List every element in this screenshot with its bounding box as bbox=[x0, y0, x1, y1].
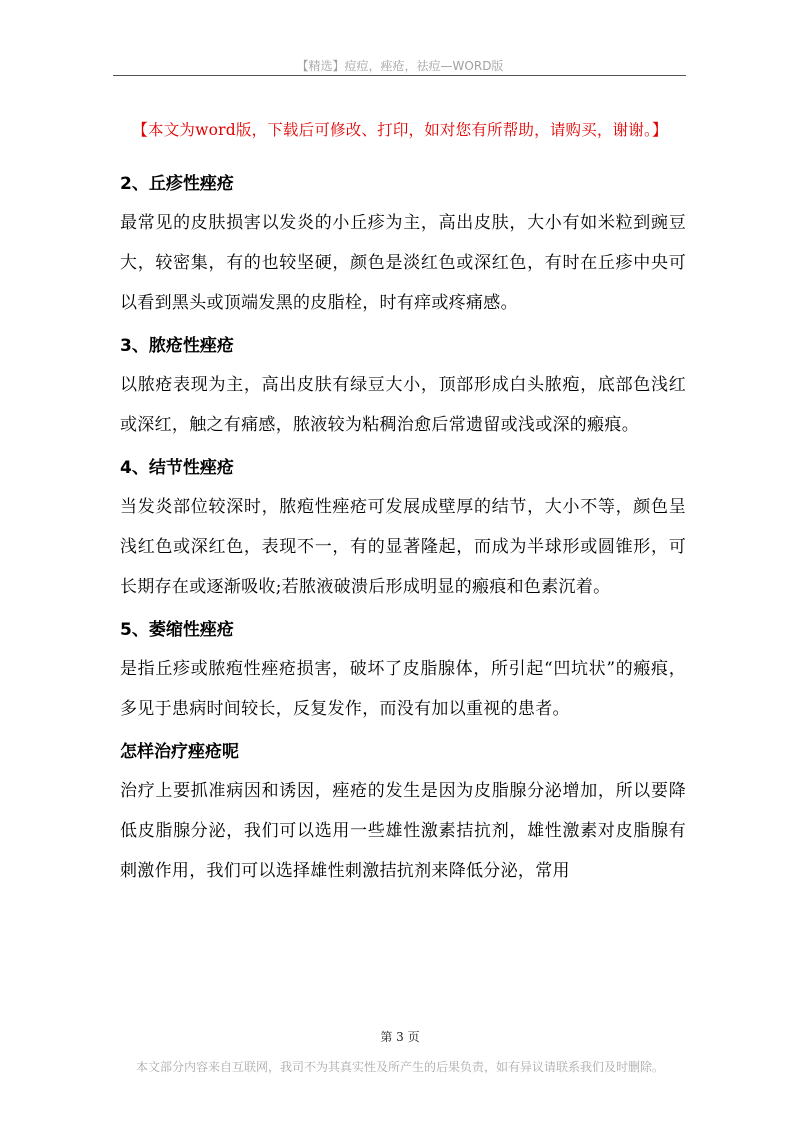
page-header: 【精选】痘痘，痤疮，祛痘—WORD版 bbox=[296, 59, 504, 73]
footer-disclaimer: 本文部分内容来自互联网，我司不为其真实性及所产生的后果负责，如有异议请联系我们及时删除。 bbox=[135, 1060, 664, 1074]
section-heading: 怎样治疗痤疮呢 bbox=[120, 742, 239, 762]
section-heading: 3、脓疮性痤疮 bbox=[120, 336, 234, 356]
section-paragraph: 治疗上要抓准病因和诱因，痤疮的发生是因为皮脂腺分泌增加，所以要降低皮脂腺分泌，我们可以选用一些雄性激素拮抗剂，雄性激素对皮脂腺有刺激作用，我们可以选择雄性刺激拮抗剂来降低分泌，常用 bbox=[120, 781, 686, 881]
page-number: 第 3 页 bbox=[380, 1030, 420, 1044]
document-body bbox=[120, 165, 686, 891]
section-heading: 4、结节性痤疮 bbox=[120, 458, 234, 478]
purchase-notice: 【本文为word版，下载后可修改、打印，如对您有所帮助，请购买，谢谢。】 bbox=[132, 121, 668, 139]
section-heading: 5、萎缩性痤疮 bbox=[120, 620, 234, 640]
section-paragraph: 以脓疮表现为主，高出皮肤有绿豆大小，顶部形成白头脓疱，底部色浅红或深红，触之有痛感，脓液较为粘稠治愈后常遗留或浅或深的瘢痕。 bbox=[120, 375, 686, 435]
section-paragraph: 是指丘疹或脓疱性痤疮损害，破坏了皮脂腺体，所引起“凹坑状”的瘢痕，多见于患病时间较长，反复发作，而没有加以重视的患者。 bbox=[120, 659, 686, 719]
section-paragraph: 最常见的皮肤损害以发炎的小丘疹为主，高出皮肤，大小有如米粒到豌豆大，较密集，有的也较坚硬，颜色是淡红色或深红色，有时在丘疹中央可以看到黑头或顶端发黑的皮脂栓，时有痒或疼痛感。 bbox=[120, 213, 686, 313]
section-paragraph: 当发炎部位较深时，脓疱性痤疮可发展成壁厚的结节，大小不等，颜色呈浅红色或深红色，表现不一，有的显著隆起，而成为半球形或圆锥形，可长期存在或逐渐吸收;若脓液破溃后形成明显的瘢痕和色素沉着。 bbox=[120, 497, 686, 597]
header-divider bbox=[113, 75, 686, 76]
section-heading: 2、丘疹性痤疮 bbox=[120, 174, 234, 194]
